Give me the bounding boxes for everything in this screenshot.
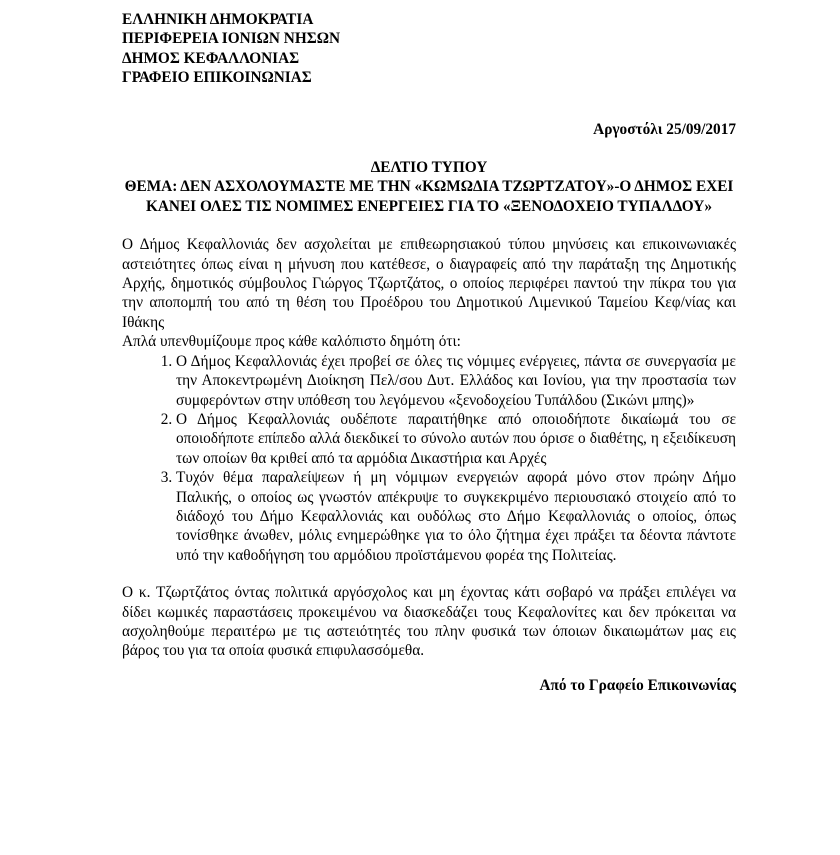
signature: Από το Γραφείο Επικοινωνίας [539,677,736,695]
intro-section [122,235,736,565]
list-item: 3. Τυχόν θέμα παραλείψεων ή μη νόμιμων ενεργειών αφορά μόνο στον πρώην Δήμο Παλικής, ο οποίος ως γνωστόν απέκρυψε το συγκεκριμένο περιουσιακό στοιχείο από το διάδοχό του Δήμο Κεφαλλονιάς και ουδόλως στο Δήμο Κεφαλλονιάς ο οποίος, όπως τονίσθηκε άνωθεν, μόλις ενημερώθηκε για το όλο ζήτημα έχει πράξει τα δέοντα πάντοτε υπό την καθοδήγηση του αρμόδιου προϊστάμενου φορέα της Πολιτείας. [176,468,736,565]
list-item: 2. Ο Δήμος Κεφαλλονιάς ουδέποτε παραιτήθηκε από οποιοδήποτε δικαίωμά του σε οποιοδήποτε επίπεδο αλλά διεκδικεί το σύνολο αυτών που όρισε ο διαθέτης, η εξειδίκευση των οποίων θα κριθεί από τα αρμόδια Δικαστήρια και Αρχές [176,410,736,468]
letterhead-line: ΔΗΜΟΣ ΚΕΦΑΛΛΟΝΙΑΣ [122,49,300,67]
points-list [122,352,736,565]
title-subject: ΘΕΜΑ: ΔΕΝ ΑΣΧΟΛΟΥΜΑΣΤΕ ΜΕ ΤΗΝ «ΚΩΜΩΔΙΑ ΤΖΩΡΤΖΑΤΟΥ»-Ο ΔΗΜΟΣ ΕΧΕΙ ΚΑΝΕΙ ΟΛΕΣ ΤΙΣ ΝΟΜΙΜΕΣ ΕΝΕΡΓΕΙΕΣ ΓΙΑ ΤΟ «ΞΕΝΟΔΟΧΕΙΟ ΤΥΠΑΛΔΟΥ» [124,178,734,215]
list-item: 1. Ο Δήμος Κεφαλλονιάς έχει προβεί σε όλες τις νόμιμες ενέργειες, πάντα σε συνεργασία με την Αποκεντρωμένη Διοίκηση Πελ/σου Δυτ. Ελλάδος και Ιονίου, για την προστασία των συμφερόντων στην υπόθεση του λεγόμενου «ξενοδοχείου Τυπάλδου (Σικώνι μπης)» [176,352,736,410]
reminder-line: Απλά υπενθυμίζουμε προς κάθε καλόπιστο δημότη ότι: [122,333,461,351]
letterhead-line: ΓΡΑΦΕΙΟ ΕΠΙΚΟΙΝΩΝΙΑΣ [122,69,312,87]
intro-paragraph: Ο Δήμος Κεφαλλονιάς δεν ασχολείται με επιθεωρησιακού τύπου μηνύσεις και επικοινωνιακές αστειότητες όπως είναι η μήνυση που κατέθεσε, ο διαγραφείς από την παράταξη της Δημοτικής Αρχής, δημοτικός σύμβουλος Γιώργος Τζωρτζάτος, ο οποίος περιφέρει παντού την πίκρα του για την αποπομπή του από τη θέση του Προέδρου του Δημοτικού Λιμενικού Ταμείου Κεφ/νίας και Ιθάκης [122,236,736,331]
letterhead-line: ΕΛΛΗΝΙΚΗ ΔΗΜΟΚΡΑΤΙΑ [122,11,314,28]
letterhead [122,10,736,88]
title-heading: ΔΕΛΤΙΟ ΤΥΠΟΥ [370,159,488,177]
document-date: Αργοστόλι 25/09/2017 [593,120,736,138]
document-title [122,158,736,216]
letterhead-line: ΠΕΡΙΦΕΡΕΙΑ ΙΟΝΙΩΝ ΝΗΣΩΝ [122,30,341,48]
closing-paragraph: Ο κ. Τζωρτζάτος όντας πολιτικά αργόσχολος και μη έχοντας κάτι σοβαρό να πράξει επιλέγει να δίδει κωμικές παραστάσεις προκειμένου να διασκεδάζει τους Κεφαλονίτες και δεν πρόκειται να ασχοληθούμε περαιτέρω με τις αστειότητές του πλην φυσικά των όποιων δικαιωμάτων μας εις βάρος του για τα οποία φυσικά επιφυλασσόμεθα. [122,584,736,660]
